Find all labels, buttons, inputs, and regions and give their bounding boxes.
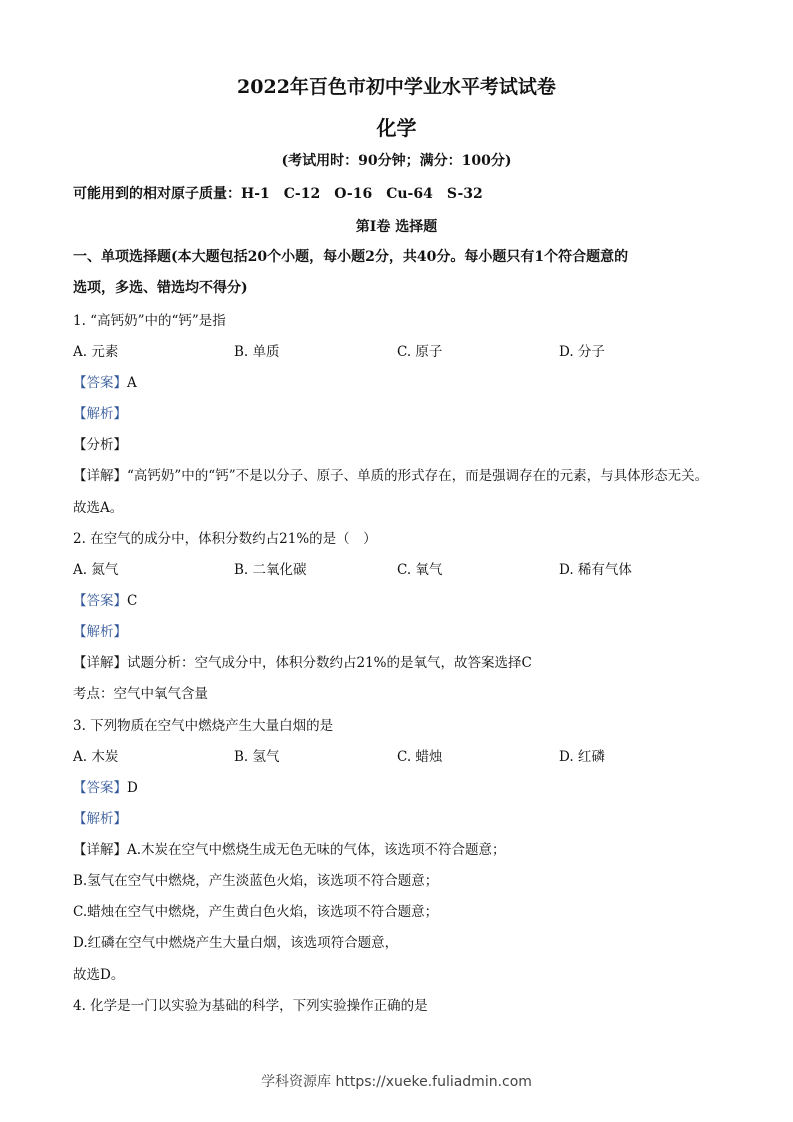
q1-fenxi-label: 【分析】	[73, 437, 127, 453]
q3-detail-c: C.蜡烛在空气中燃烧，产生黄白色火焰，该选项不符合题意；	[73, 904, 439, 920]
q3-analysis-label: 【解析】	[73, 811, 127, 827]
q3-option-a: A. 木炭	[73, 749, 119, 765]
q1-analysis-label: 【解析】	[73, 406, 127, 422]
q3-detail-d: D.红磷在空气中燃烧产生大量白烟，该选项符合题意，	[73, 935, 399, 951]
q3-detail-a	[73, 838, 506, 858]
q3-detail-b: B.氢气在空气中燃烧，产生淡蓝色火焰，该选项不符合题意；	[73, 873, 439, 889]
q1-answer-value: A	[127, 375, 137, 391]
exam-info: (考试用时：90分钟；满分：100分)	[281, 153, 512, 169]
q3-answer-value: D	[127, 780, 138, 796]
q3-detail-a-text: A.木炭在空气中燃烧生成无色无味的气体，该选项不符合题意；	[127, 842, 506, 858]
answer-label: 【答案】	[73, 593, 127, 609]
q1-option-b: B. 单质	[234, 344, 280, 360]
q2-note: 考点：空气中氧气含量	[73, 686, 208, 702]
q1-detail-text: “高钙奶”中的“钙”不是以分子、原子、单质的形式存在，而是强调存在的元素，与具体形态无关。	[127, 468, 709, 484]
q1-option-d: D. 分子	[559, 344, 605, 360]
atomic-masses: 可能用到的相对原子质量：H-1 C-12 O-16 Cu-64 S-32	[73, 186, 483, 202]
q3-option-d: D. 红磷	[559, 749, 605, 765]
q2-option-d: D. 稀有气体	[559, 562, 632, 578]
q2-option-a: A. 氮气	[73, 562, 119, 578]
q3-conclusion: 故选D。	[73, 967, 125, 983]
subject-title: 化学	[376, 116, 417, 140]
q2-answer-value: C	[127, 593, 138, 609]
q3-option-b: B. 氢气	[234, 749, 280, 765]
detail-label: 【详解】	[73, 655, 127, 671]
q4-stem: 4. 化学是一门以实验为基础的科学，下列实验操作正确的是	[73, 998, 428, 1014]
exam-title: 2022年百色市初中学业水平考试试卷	[237, 76, 556, 98]
q2-detail	[73, 651, 532, 671]
q3-option-c: C. 蜡烛	[397, 749, 443, 765]
q3-stem: 3. 下列物质在空气中燃烧产生大量白烟的是	[73, 718, 334, 734]
section-instructions-2: 选项，多选、错选均不得分)	[73, 280, 248, 296]
detail-label: 【详解】	[73, 842, 127, 858]
section-instructions-1: 一、单项选择题(本大题包括20个小题，每小题2分，共40分。每小题只有1个符合题意的	[73, 249, 629, 265]
q2-option-c: C. 氧气	[397, 562, 443, 578]
q1-conclusion: 故选A。	[73, 500, 124, 516]
answer-label: 【答案】	[73, 375, 127, 391]
q1-option-a: A. 元素	[73, 344, 119, 360]
q2-analysis-label: 【解析】	[73, 624, 127, 640]
q2-detail-text: 试题分析：空气成分中，体积分数约占21%的是氧气，故答案选择C	[127, 655, 532, 671]
q1-detail	[73, 464, 708, 484]
q2-option-b: B. 二氧化碳	[234, 562, 307, 578]
q1-option-c: C. 原子	[397, 344, 443, 360]
answer-label: 【答案】	[73, 780, 127, 796]
footer-watermark: 学科资源库 https://xueke.fuliadmin.com	[261, 1074, 532, 1090]
volume-heading: 第Ⅰ卷 选择题	[355, 219, 438, 235]
q1-answer	[73, 371, 137, 391]
q2-answer	[73, 589, 137, 609]
detail-label: 【详解】	[73, 468, 127, 484]
q1-stem: 1. “高钙奶”中的“钙”是指	[73, 313, 226, 329]
q2-stem: 2. 在空气的成分中，体积分数约占21%的是（ ）	[73, 531, 377, 547]
q3-answer	[73, 776, 138, 796]
